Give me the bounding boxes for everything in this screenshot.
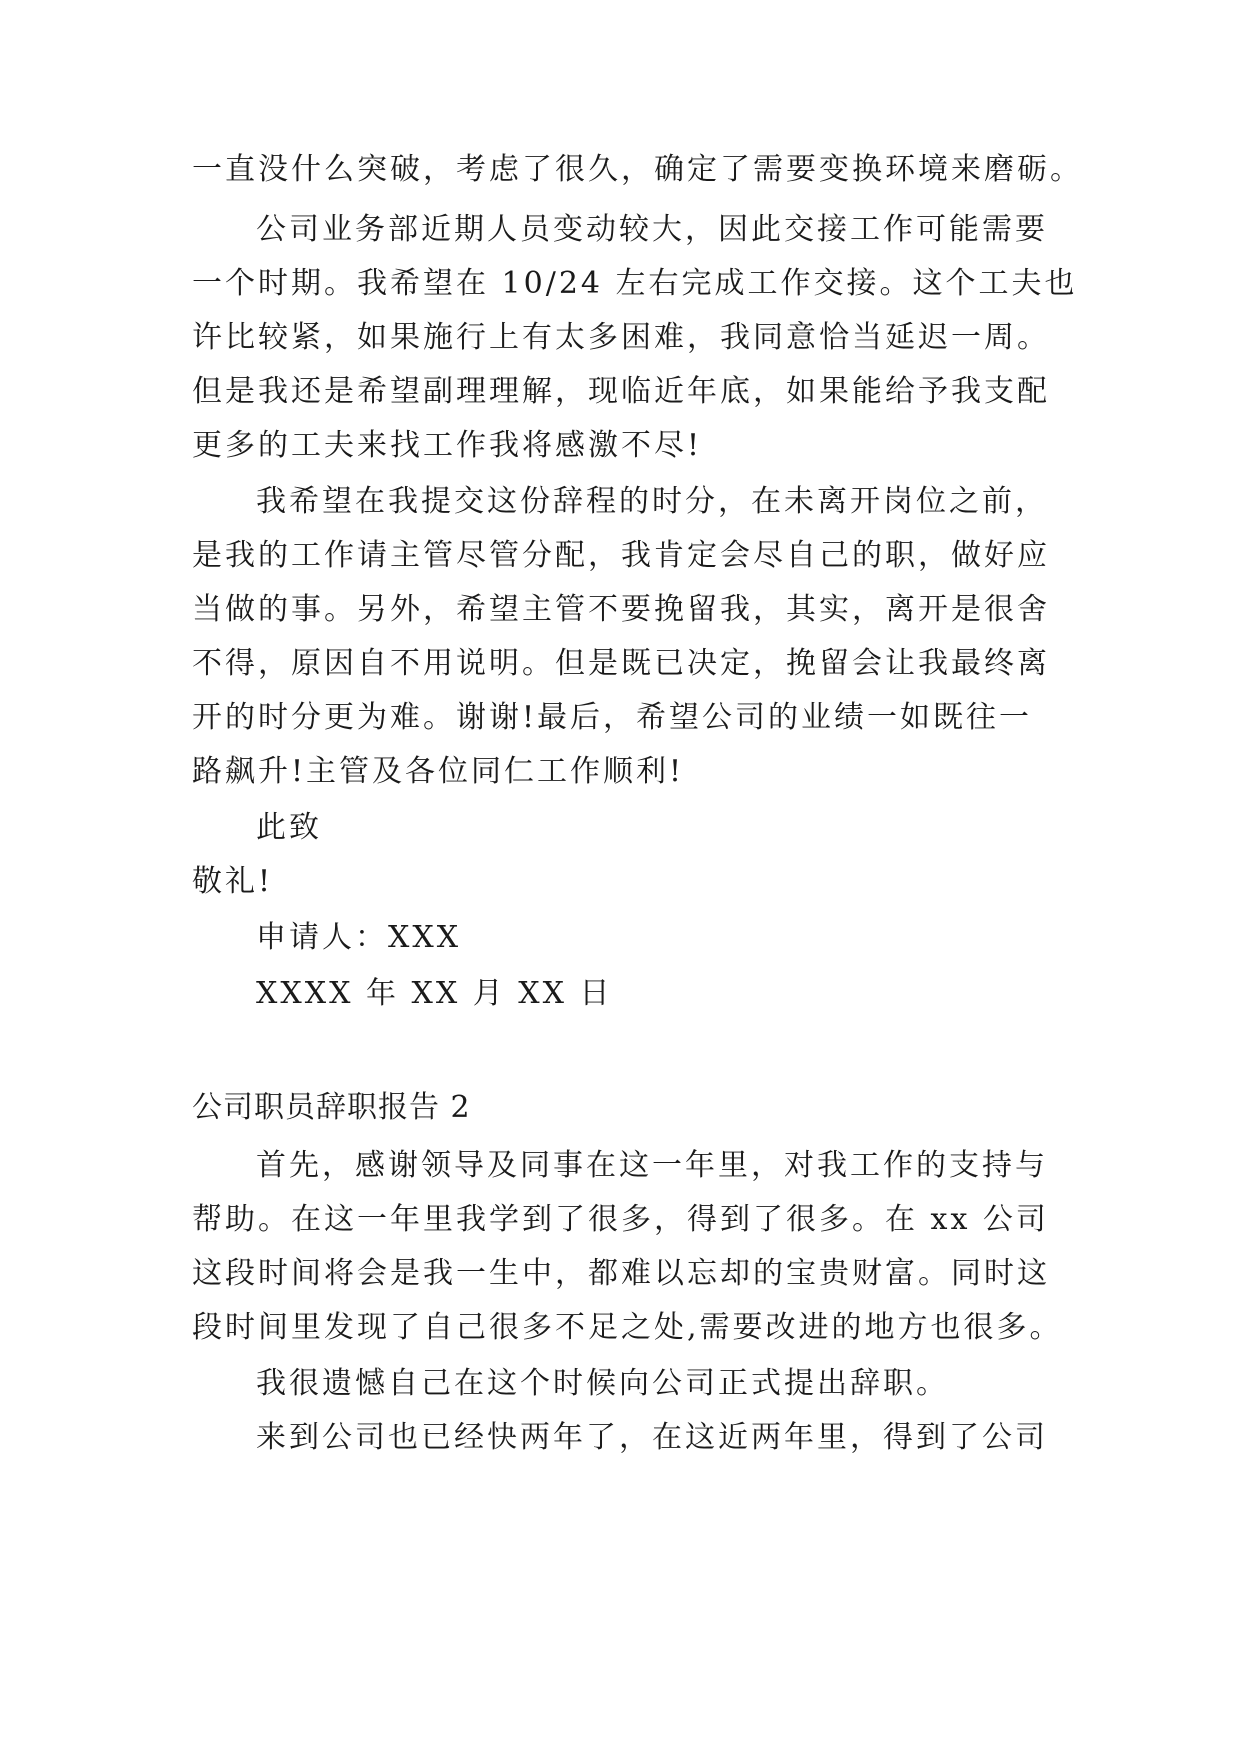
paragraph-line: 开的时分更为难。谢谢!最后，希望公司的业绩一如既往一 xyxy=(192,700,1033,735)
paragraph-line: 但是我还是希望副理理解，现临近年底，如果能给予我支配 xyxy=(192,374,1050,409)
paragraph-line: 帮助。在这一年里我学到了很多，得到了很多。在 xx 公司 xyxy=(192,1202,1049,1237)
paragraph-line: 是我的工作请主管尽管分配，我肯定会尽自己的职，做好应 xyxy=(192,538,1050,573)
closing-regards: 敬礼! xyxy=(192,864,274,899)
paragraph-line: 这段时间将会是我一生中，都难以忘却的宝贵财富。同时这 xyxy=(192,1256,1050,1291)
signature-date: XXXX 年 XX 月 XX 日 xyxy=(256,976,613,1011)
paragraph-line: 路飙升!主管及各位同仁工作顺利! xyxy=(192,754,685,789)
paragraph-line: 当做的事。另外，希望主管不要挽留我，其实，离开是很舍 xyxy=(192,592,1050,627)
applicant-signature: 申请人：XXX xyxy=(256,920,462,955)
paragraph-line: 一直没什么突破，考虑了很久，确定了需要变换环境来磨砺。 xyxy=(192,152,1083,187)
paragraph-line: 不得，原因自不用说明。但是既已决定，挽留会让我最终离 xyxy=(192,646,1050,681)
paragraph-line: 一个时期。我希望在 10/24 左右完成工作交接。这个工夫也 xyxy=(192,266,1078,301)
paragraph-line: 我很遗憾自己在这个时候向公司正式提出辞职。 xyxy=(256,1366,949,1401)
paragraph-line: 首先，感谢领导及同事在这一年里，对我工作的支持与 xyxy=(256,1148,1048,1183)
paragraph-line: 我希望在我提交这份辞程的时分，在未离开岗位之前， xyxy=(256,484,1048,519)
paragraph-line: 公司业务部近期人员变动较大，因此交接工作可能需要 xyxy=(256,212,1048,247)
section-title: 公司职员辞职报告 2 xyxy=(192,1090,471,1125)
paragraph-line: 更多的工夫来找工作我将感激不尽! xyxy=(192,428,703,463)
paragraph-line: 许比较紧，如果施行上有太多困难，我同意恰当延迟一周。 xyxy=(192,320,1050,355)
paragraph-line: 来到公司也已经快两年了，在这近两年里，得到了公司 xyxy=(256,1420,1048,1455)
closing-salutation: 此致 xyxy=(256,810,322,845)
paragraph-line: 段时间里发现了自己很多不足之处,需要改进的地方也很多。 xyxy=(192,1310,1063,1345)
